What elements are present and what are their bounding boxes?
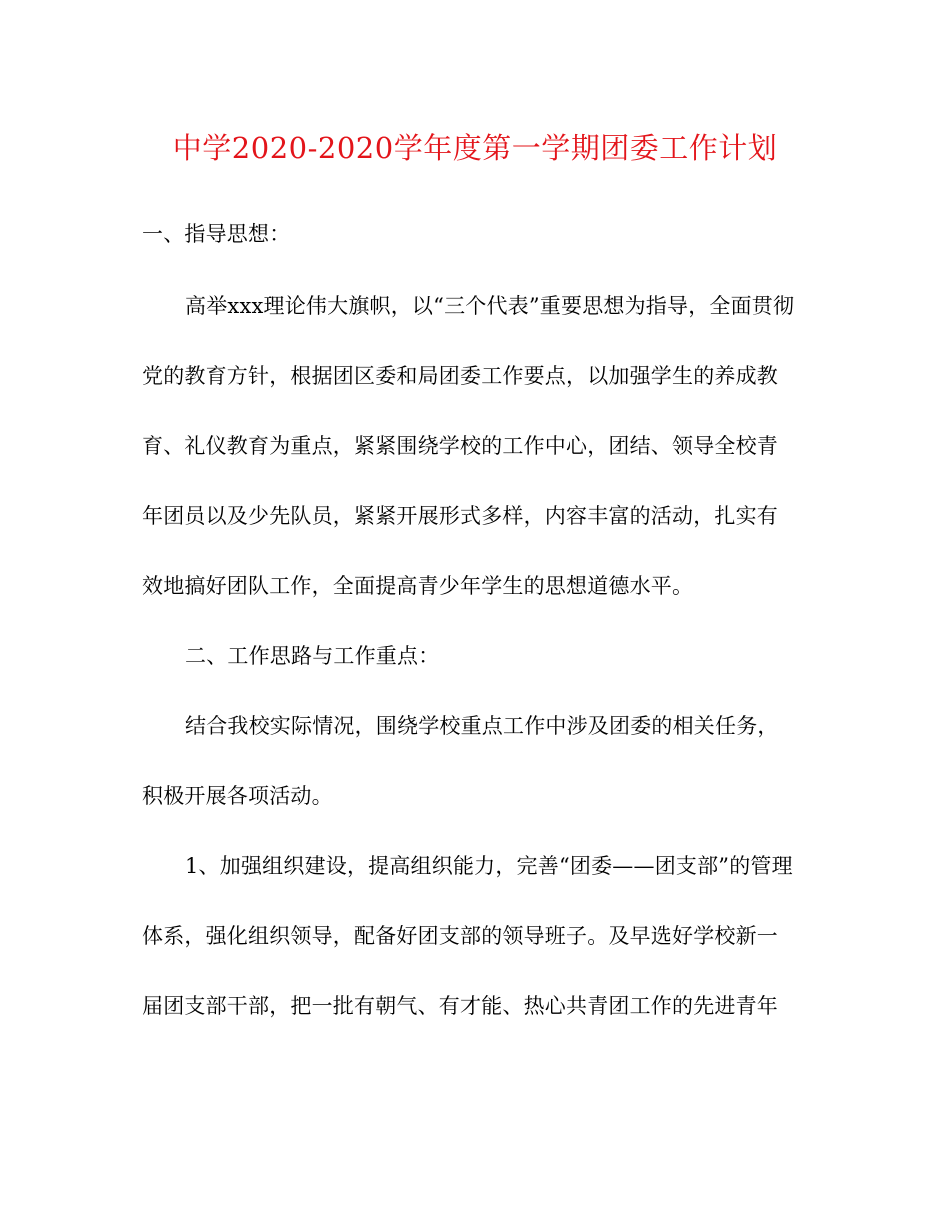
paragraph-line: 1、加强组织建设，提高组织能力，完善“团委——团支部”的管理 bbox=[185, 854, 793, 878]
paragraph-line: 结合我校实际情况，围绕学校重点工作中涉及团委的相关任务， bbox=[185, 714, 779, 738]
section-heading-work-focus: 二、工作思路与工作重点： bbox=[185, 644, 440, 668]
paragraph-line: 高举xxx理论伟大旗帜，以“三个代表”重要思想为指导，全面贯彻 bbox=[185, 294, 795, 318]
section-heading-guiding-ideology: 一、指导思想： bbox=[142, 222, 291, 246]
paragraph-line: 党的教育方针，根据团区委和局团委工作要点，以加强学生的养成教 bbox=[142, 364, 778, 388]
paragraph-line: 效地搞好团队工作，全面提高青少年学生的思想道德水平。 bbox=[142, 574, 694, 598]
paragraph-line: 年团员以及少先队员，紧紧开展形式多样，内容丰富的活动，扎实有 bbox=[142, 504, 778, 528]
paragraph-line: 育、礼仪教育为重点，紧紧围绕学校的工作中心，团结、领导全校青 bbox=[142, 434, 778, 458]
paragraph-line: 届团支部干部，把一批有朝气、有才能、热心共青团工作的先进青年 bbox=[142, 994, 778, 1018]
paragraph-line: 体系，强化组织领导，配备好团支部的领导班子。及早选好学校新一 bbox=[142, 924, 778, 948]
paragraph-line: 积极开展各项活动。 bbox=[142, 784, 333, 808]
document-title: 中学2020-2020学年度第一学期团委工作计划 bbox=[172, 131, 778, 165]
